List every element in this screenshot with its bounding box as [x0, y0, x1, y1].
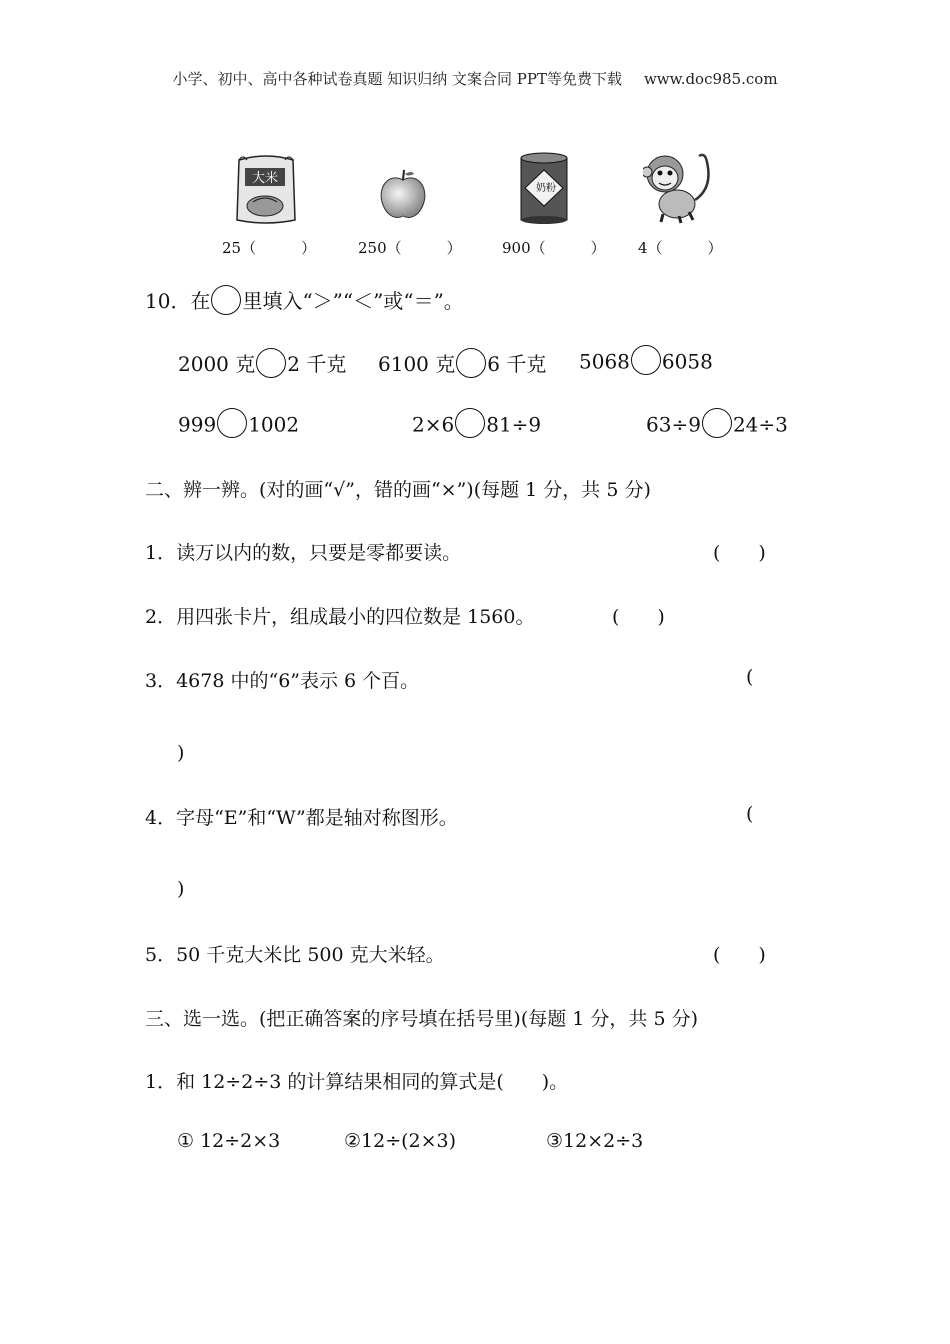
compare-circle[interactable]: [702, 408, 732, 438]
header-left-text: 小学、初中、高中各种试卷真题 知识归纳 文案合同 PPT等免费下载: [172, 70, 622, 88]
q10-prefix: 10．在: [145, 289, 211, 313]
q10-instruction: [145, 285, 464, 318]
s2-item2-text: 2．用四张卡片，组成最小的四位数是 1560。: [145, 606, 535, 628]
s3-q1-option-2: ②12÷(2×3): [344, 1130, 457, 1152]
rice-bag-image: [233, 150, 299, 228]
compare-circle[interactable]: [456, 348, 486, 378]
compare-right: 24÷3: [732, 412, 788, 437]
compare-circle[interactable]: [217, 408, 247, 438]
apple-image: [378, 168, 428, 222]
compare-left: 5068: [579, 349, 630, 374]
s2-item4-text: 4．字母“E”和“W”都是轴对称图形。: [145, 807, 458, 829]
s2-item5-text: 5．50 千克大米比 500 克大米轻。: [145, 944, 445, 966]
compare-left: 2000 克: [178, 352, 256, 376]
compare-right: 81÷9: [486, 412, 542, 437]
apple-caption: 250（ ）: [358, 239, 462, 257]
monkey-image: [643, 148, 715, 224]
compare-left: 2×6: [412, 412, 455, 437]
q10-row2-item3: [646, 411, 788, 441]
compare-circle[interactable]: [455, 408, 485, 438]
s2-item5-answer[interactable]: ( ): [713, 944, 766, 966]
rice-bag-caption: 25（ ）: [222, 239, 317, 257]
compare-right: 6058: [661, 349, 713, 374]
s2-item3-close-paren: ): [177, 742, 185, 764]
compare-right: 6 千克: [487, 352, 547, 376]
milk-powder-can-image: [519, 152, 569, 224]
s3-q1-text: 1．和 12÷2÷3 的计算结果相同的算式是( )。: [145, 1071, 569, 1093]
rice-bag-label: 大米: [251, 171, 279, 186]
circle-blank: [211, 285, 241, 315]
q10-row1-item3: [579, 348, 713, 378]
compare-left: 6100 克: [378, 352, 456, 376]
s3-q1-option-1: ① 12÷2×3: [177, 1130, 281, 1152]
s2-item2-answer[interactable]: ( ): [612, 606, 665, 628]
s3-q1-option-3: ③12×2÷3: [546, 1130, 644, 1152]
q10-row2-item1: [178, 411, 299, 441]
s2-item3-open-paren[interactable]: (: [746, 666, 754, 688]
s2-item1-answer[interactable]: ( ): [713, 542, 766, 564]
s2-item1-text: 1．读万以内的数，只要是零都要读。: [145, 542, 462, 564]
compare-left: 999: [178, 412, 217, 437]
q10-row1-item1: [178, 348, 346, 381]
page-header: [0, 68, 950, 89]
section2-title: 二、辨一辨。(对的画“√”，错的画“×”)(每题 1 分，共 5 分): [145, 479, 651, 501]
compare-right: 1002: [248, 412, 300, 437]
s2-item4-open-paren[interactable]: (: [746, 803, 754, 825]
header-url: www.doc985.com: [643, 70, 778, 88]
compare-circle[interactable]: [631, 345, 661, 375]
monkey-caption: 4（ ）: [638, 239, 723, 257]
compare-right: 2 千克: [287, 352, 347, 376]
compare-circle[interactable]: [256, 348, 286, 378]
milk-can-caption: 900（ ）: [502, 239, 606, 257]
compare-left: 63÷9: [646, 412, 701, 437]
section3-title: 三、选一选。(把正确答案的序号填在括号里)(每题 1 分，共 5 分): [145, 1008, 698, 1030]
s2-item3-text: 3．4678 中的“6”表示 6 个百。: [145, 670, 420, 692]
q10-row2-item2: [412, 411, 541, 441]
q10-suffix: 里填入“＞”“＜”或“＝”。: [242, 289, 464, 313]
q10-row1-item2: [378, 348, 546, 381]
s2-item4-close-paren: ): [177, 878, 185, 900]
milk-can-label: 奶粉: [536, 183, 556, 194]
